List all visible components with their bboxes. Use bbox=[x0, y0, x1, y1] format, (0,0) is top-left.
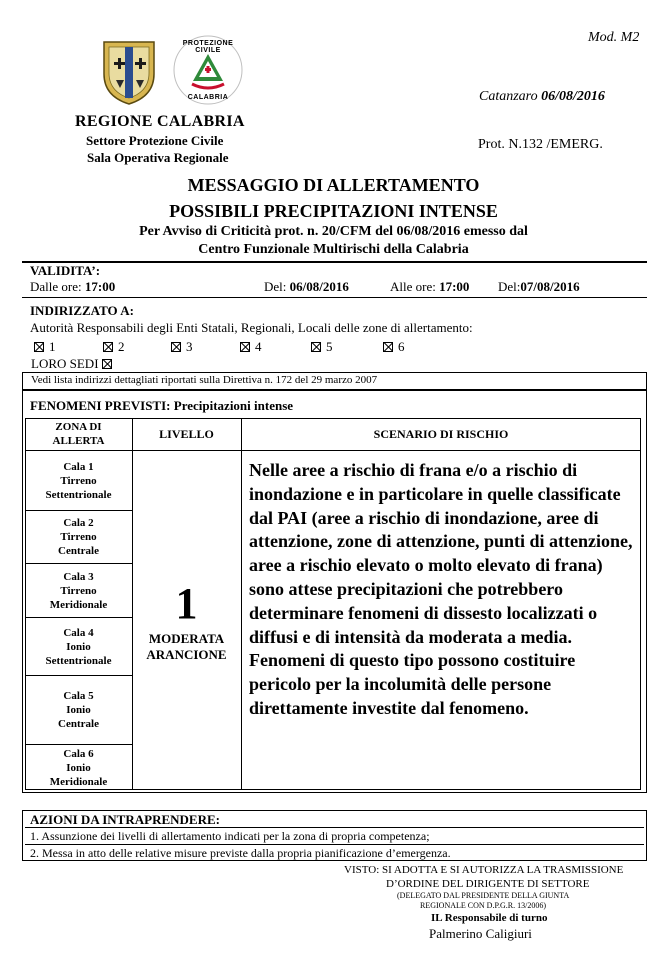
checkbox-icon bbox=[102, 359, 112, 369]
subtitle-line1: Per Avviso di Criticità prot. n. 20/CFM del 06/08/2016 emesso dal bbox=[139, 224, 528, 239]
validity-from-date bbox=[264, 279, 349, 295]
zone-checkbox-label: 4 bbox=[255, 339, 262, 354]
title-line1: MESSAGGIO DI ALLERTAMENTO bbox=[187, 175, 480, 195]
alert-level-number: 1 bbox=[175, 579, 198, 628]
zone-cell-cala-5: Cala 5 Ionio Centrale bbox=[25, 675, 132, 744]
phenomena-line bbox=[30, 398, 293, 414]
authorization-line1: VISTO: SI ADOTTA E SI AUTORIZZA LA TRASMISSIONE bbox=[344, 864, 624, 876]
phenomena-value: Precipitazioni intense bbox=[173, 398, 294, 413]
zone-checkbox-label: 5 bbox=[326, 339, 333, 354]
divider bbox=[22, 297, 647, 298]
divider bbox=[25, 827, 644, 828]
protocol-number: Prot. N.132 /EMERG. bbox=[478, 137, 603, 152]
region-coat-of-arms-logo bbox=[100, 38, 158, 106]
delegation-line2: REGIONALE CON D.P.G.R. 13/2006) bbox=[420, 901, 546, 910]
zone-cell-cala-1: Cala 1 Tirreno Settentrionale bbox=[25, 450, 132, 510]
logo-text-bottom: CALABRIA bbox=[187, 94, 229, 101]
checkbox-icon bbox=[240, 342, 250, 352]
col-header-scenario: SCENARIO DI RISCHIO bbox=[373, 427, 509, 441]
to-date-value: 07/08/2016 bbox=[520, 279, 580, 294]
checkbox-icon bbox=[103, 342, 113, 352]
responsible-label: IL Responsabile di turno bbox=[431, 912, 548, 924]
to-hour-label: Alle ore: bbox=[390, 279, 440, 294]
checkbox-icon bbox=[311, 342, 321, 352]
subtitle-line2: Centro Funzionale Multirischi della Calabria bbox=[198, 242, 469, 257]
from-date-label: Del: bbox=[264, 279, 290, 294]
validity-from-hour bbox=[30, 279, 115, 295]
zone-cell-cala-4: Cala 4 Ionio Settentrionale bbox=[25, 617, 132, 675]
logo-text-top: PROTEZIONE CIVILE bbox=[182, 40, 234, 54]
loro-sedi-checkbox[interactable] bbox=[31, 356, 117, 372]
room-name: Sala Operativa Regionale bbox=[87, 150, 229, 165]
actions-label: AZIONI DA INTRAPRENDERE: bbox=[30, 812, 220, 827]
validity-label: VALIDITA’: bbox=[30, 263, 101, 278]
authorization-line2: D’ORDINE DEL DIRIGENTE DI SETTORE bbox=[386, 878, 590, 890]
table-col-divider bbox=[241, 418, 242, 790]
protezione-civile-logo bbox=[172, 34, 244, 106]
divider bbox=[25, 844, 644, 845]
checkbox-icon bbox=[383, 342, 393, 352]
col-header-level: LIVELLO bbox=[159, 427, 214, 441]
zone-cell-cala-2: Cala 2 Tirreno Centrale bbox=[25, 510, 132, 563]
zone-checkbox-4[interactable] bbox=[240, 339, 262, 355]
loro-sedi-label: LORO SEDI bbox=[31, 356, 99, 371]
risk-scenario-text: Nelle aree a rischio di frana e/o a rischio di inondazione e in particolare in quelle classificate dal PAI (aree a rischio di inondazione, aree di attenzione, zone di attenzione, punti di attenzione, aree a rischio elevato o molto elevato di frana) sono attese precipitazioni che potrebbero determinare fenomeni di dissesto localizzati o diffusi e di intensità da moderata a media. Fenomeni di questo tipo possono costituire pericolo per la incolumità delle persone direttamente investite dal fenomeno. bbox=[249, 460, 633, 718]
zone-checkbox-label: 1 bbox=[49, 339, 56, 354]
from-hour-value: 17:00 bbox=[84, 279, 116, 294]
signatory-name: Palmerino Caligiuri bbox=[429, 926, 532, 941]
divider bbox=[22, 261, 647, 263]
directive-note: Vedi lista indirizzi dettagliati riportati sulla Direttiva n. 172 del 29 marzo 2007 bbox=[31, 374, 378, 386]
sector-name: Settore Protezione Civile bbox=[86, 133, 224, 148]
zone-checkbox-label: 6 bbox=[398, 339, 405, 354]
zone-cell-cala-6: Cala 6 Ionio Meridionale bbox=[25, 744, 132, 790]
authorities-text: Autorità Responsabili degli Enti Statali, Regionali, Locali delle zone di allertamento: bbox=[30, 320, 473, 335]
zone-checkbox-label: 3 bbox=[186, 339, 193, 354]
to-hour-value: 17:00 bbox=[439, 279, 470, 294]
action-item-1: 1. Assunzione dei livelli di allertamento indicati per la zona di propria competenza; bbox=[30, 829, 430, 843]
zone-checkbox-5[interactable] bbox=[311, 339, 333, 355]
zone-checkbox-6[interactable] bbox=[383, 339, 405, 355]
alert-level-text: MODERATA ARANCIONE bbox=[146, 631, 227, 662]
checkbox-icon bbox=[34, 342, 44, 352]
action-item-2: 2. Messa in atto delle relative misure previste dalla propria pianificazione d’emergenza. bbox=[30, 846, 451, 860]
addressed-label: INDIRIZZATO A: bbox=[30, 303, 134, 318]
from-hour-label: Dalle ore: bbox=[30, 279, 85, 294]
title-line2: POSSIBILI PRECIPITAZIONI INTENSE bbox=[169, 201, 498, 221]
delegation-line1: (DELEGATO DAL PRESIDENTE DELLA GIUNTA bbox=[397, 891, 570, 900]
from-date-value: 06/08/2016 bbox=[289, 279, 349, 294]
checkbox-icon bbox=[171, 342, 181, 352]
region-name: REGIONE CALABRIA bbox=[75, 113, 245, 130]
validity-to-hour bbox=[390, 279, 469, 295]
date: 06/08/2016 bbox=[541, 89, 605, 104]
zone-checkbox-2[interactable] bbox=[103, 339, 125, 355]
col-header-zone: ZONA DI ALLERTA bbox=[52, 421, 105, 447]
zone-checkbox-label: 2 bbox=[118, 339, 125, 354]
place: Catanzaro bbox=[479, 89, 542, 104]
zone-cell-cala-3: Cala 3 Tirreno Meridionale bbox=[25, 563, 132, 617]
place-date bbox=[479, 89, 605, 105]
validity-to-date bbox=[498, 279, 580, 295]
to-date-label: Del: bbox=[498, 279, 521, 294]
zone-checkbox-1[interactable] bbox=[34, 339, 56, 355]
model-code: Mod. M2 bbox=[588, 30, 640, 45]
zone-checkbox-3[interactable] bbox=[171, 339, 193, 355]
phenomena-label: FENOMENI PREVISTI: bbox=[30, 398, 171, 413]
